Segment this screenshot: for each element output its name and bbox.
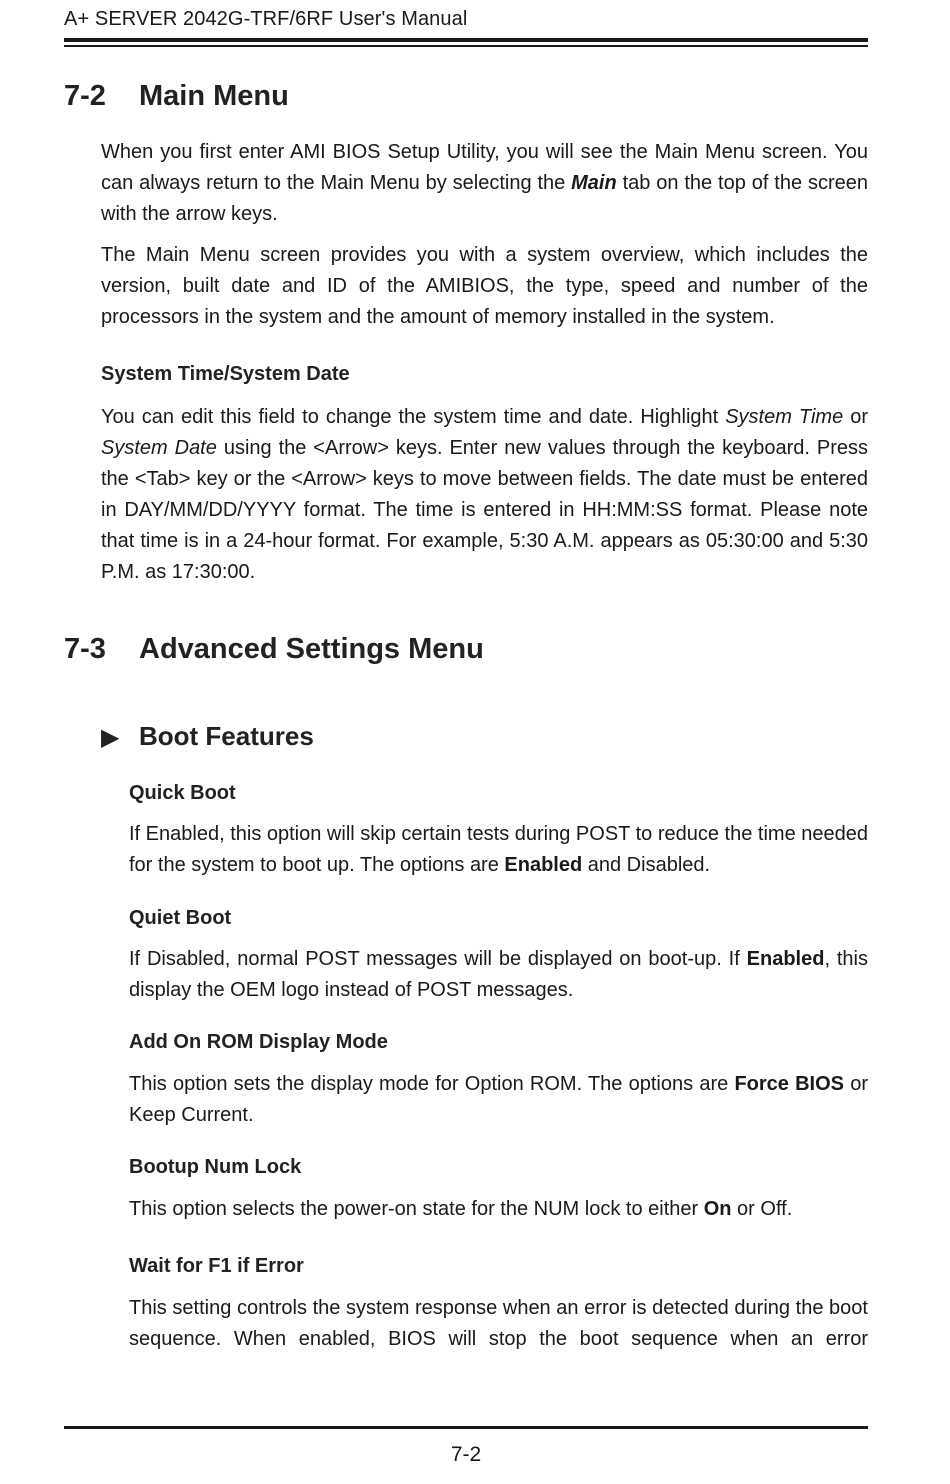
text-run: or [843, 406, 868, 428]
quick-boot-paragraph [129, 819, 868, 881]
addon-rom-paragraph [129, 1069, 868, 1131]
text-run: You can edit this field to change the system time and date. Highlight [101, 406, 726, 428]
text-run: If Disabled, normal POST messages will be displayed on boot-up. If [129, 948, 747, 970]
main-menu-intro-paragraph [101, 137, 868, 230]
default-option: Force BIOS [734, 1073, 844, 1095]
boot-features-heading [101, 721, 314, 752]
boot-features-title: Boot Features [139, 721, 314, 751]
subheading-system-time-date: System Time/System Date [101, 363, 350, 385]
text-run: This option sets the display mode for Option ROM. The options are [129, 1073, 735, 1095]
section-number: 7-2 [64, 80, 106, 112]
subheading-quick-boot: Quick Boot [129, 782, 236, 804]
text-run: If Enabled, this option will skip certain tests during POST to reduce the time needed for the system to boot up. The options are [129, 823, 868, 876]
wait-for-f1-paragraph: This setting controls the system response when an error is detected during the boot sequence. When enabled, BIOS will stop the boot sequence when an error [129, 1297, 868, 1350]
text-run: When you first enter AMI BIOS Setup Utility, you will see the Main Menu screen. You can always return to the Main Menu by selecting the [101, 141, 868, 194]
text-run: or Keep Current. [129, 1073, 868, 1126]
quiet-boot-paragraph [129, 944, 868, 1006]
triangle-right-icon: ▶ [101, 724, 120, 751]
emphasis-main: Main [571, 172, 617, 194]
subheading-addon-rom-display-mode: Add On ROM Display Mode [129, 1031, 388, 1053]
section-number: 7-3 [64, 633, 106, 665]
text-run: or Off. [731, 1198, 793, 1220]
page-number: 7-2 [450, 1443, 482, 1466]
subheading-bootup-num-lock: Bootup Num Lock [129, 1156, 302, 1178]
text-run: , this display the OEM logo instead of POST messages. [129, 948, 868, 1001]
running-head: A+ SERVER 2042G-TRF/6RF User's Manual [64, 8, 468, 30]
default-option: On [703, 1198, 732, 1220]
default-option: Enabled [504, 854, 583, 876]
text-run: This option selects the power-on state for the NUM lock to either [129, 1198, 704, 1220]
subheading-quiet-boot: Quiet Boot [129, 907, 232, 929]
header-rule-thick [64, 38, 868, 42]
section-heading-advanced-settings [64, 633, 484, 666]
main-menu-overview-paragraph: The Main Menu screen provides you with a system overview, which includes the version, built date and ID of the AMIBIOS, the type, speed and number of the processors in the system and the amount of memory installed in the system. [101, 244, 868, 328]
emphasis-system-time: System Time [725, 406, 844, 428]
section-title: Main Menu [139, 80, 289, 112]
text-run: tab on the top of the screen with the arrow keys. [101, 172, 868, 225]
text-run: and Disabled. [582, 854, 711, 876]
system-time-date-paragraph [101, 402, 868, 588]
subheading-wait-for-f1: Wait for F1 if Error [129, 1255, 304, 1277]
section-heading-main-menu [64, 80, 289, 113]
footer-rule [64, 1426, 868, 1429]
bootup-num-lock-paragraph [129, 1194, 868, 1225]
text-run: using the <Arrow> keys. Enter new values through the keyboard. Press the <Tab> key or the <Arrow> keys to move between fields. The date must be entered in DAY/MM/DD/YYYY format. The time is entered in HH:MM:SS format. Please note that time is in a 24-hour format. For example, 5:30 A.M. appears as 05:30:00 and 5:30 P.M. as 17:30:00. [101, 437, 868, 583]
section-title: Advanced Settings Menu [139, 633, 484, 665]
emphasis-system-date: System Date [101, 437, 217, 459]
header-rule-thin [64, 45, 868, 47]
default-option: Enabled [746, 948, 825, 970]
